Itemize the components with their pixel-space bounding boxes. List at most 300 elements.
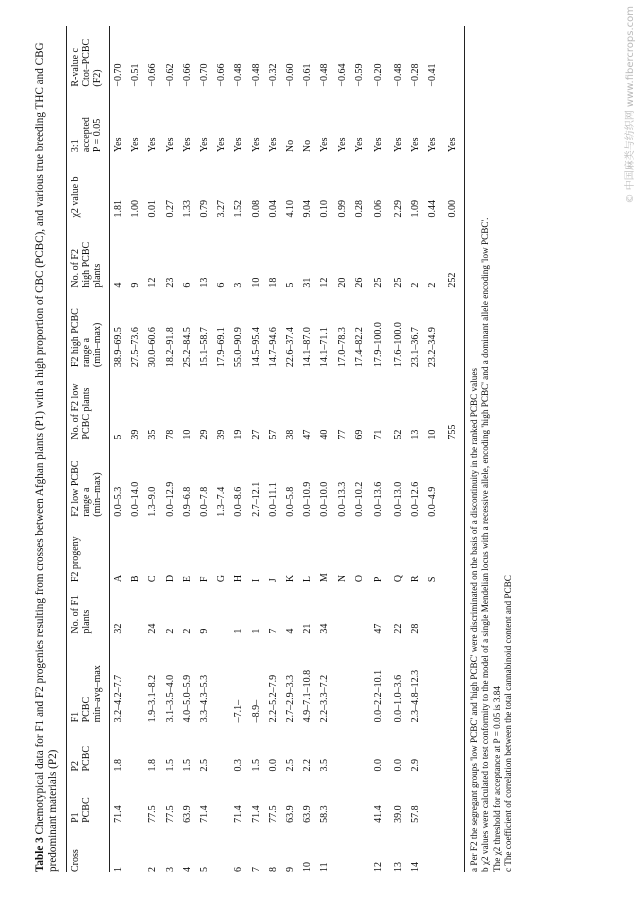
table-cell: −0.59 (353, 63, 365, 87)
table-row (127, 26, 144, 872)
table-cell: –8.9– (250, 699, 262, 723)
table-cell: J (267, 578, 279, 583)
column-header-line: PCBC (81, 745, 92, 772)
table-cell: 6 (181, 282, 193, 288)
table-cell: D (164, 574, 176, 583)
table-cell: 77.5 (164, 805, 176, 823)
table-cell: 0.44 (427, 200, 439, 218)
table-cell (442, 722, 465, 771)
table-cell: 71.4 (233, 805, 245, 823)
table-cell: 0.0–2.2–10.1 (373, 669, 385, 723)
column-header (67, 772, 110, 823)
column-header (67, 722, 110, 771)
column-header-line: (min–max) (92, 472, 103, 517)
table-cell: 0.9–6.8 (181, 486, 193, 517)
table-cell: 0.08 (250, 200, 262, 218)
table-cell: 1.5 (164, 759, 176, 772)
table-cell: −0.20 (373, 63, 385, 87)
chemotype-table (66, 26, 465, 872)
table-cell: I (250, 578, 262, 583)
table-cell: –7.1– (233, 699, 245, 723)
footnote-c: c The coefficient of correlation between the total cannabinoid content and PCBC (503, 575, 514, 872)
table-cell: 23.2–34.9 (427, 327, 439, 368)
table-cell: N (336, 574, 348, 583)
table-cell: 0.0–5.8 (285, 486, 297, 517)
table-cell: 2.9 (410, 759, 422, 772)
table-row (442, 26, 465, 872)
column-header-line: P = 0.05 (92, 118, 103, 153)
table-cell: Yes (427, 137, 439, 153)
table-cell: −0.70 (199, 63, 211, 87)
table-row (316, 26, 333, 872)
table-cell: 2 (147, 867, 159, 872)
table-cell: 4.0–5.0–5.9 (181, 674, 193, 723)
column-header (67, 582, 110, 633)
table-cell: O (353, 574, 365, 583)
table-row (390, 26, 407, 872)
column-header-line: Cross (70, 849, 81, 872)
table-cell: 2 (427, 282, 439, 288)
table-cell (213, 722, 230, 771)
table-cell (442, 582, 465, 633)
table-cell: 0.0–13.0 (393, 481, 405, 517)
table-row (144, 26, 161, 872)
table-cell: 0.0–11.1 (267, 482, 279, 517)
table-cell: 7 (250, 867, 262, 872)
table-cell (424, 722, 441, 771)
table-cell: 12 (373, 862, 385, 872)
column-header-line: No. of F2 (70, 249, 81, 288)
column-header-line: PCBC (81, 696, 92, 723)
table-cell: 63.9 (302, 805, 314, 823)
table-cell: 10 (302, 862, 314, 872)
table-cell: 4.10 (285, 200, 297, 218)
table-cell: 34 (319, 623, 331, 634)
table-row (424, 26, 441, 872)
column-header-line: χ2 value b (70, 176, 81, 218)
table-cell: Yes (446, 137, 458, 153)
table-cell: 1.09 (410, 200, 422, 218)
table-cell: M (319, 573, 331, 583)
table-cell: 2 (410, 282, 422, 288)
table-cell (127, 722, 144, 771)
table-cell: 23 (164, 277, 176, 288)
table-cell: 39.0 (393, 805, 405, 823)
table-container (34, 26, 515, 872)
column-header-line: F1 (70, 711, 81, 723)
table-cell: 5 (199, 867, 211, 872)
table-cell: 18.2–91.8 (164, 327, 176, 368)
table-cell (442, 634, 465, 723)
table-row (282, 26, 299, 872)
table-cell: 2 (164, 628, 176, 634)
footnote-b-threshold: The χ2 threshold for acceptance at P = 0.05 is 3.84 (491, 686, 502, 872)
table-cell: F (199, 576, 211, 583)
table-cell: 11 (319, 862, 331, 872)
table-cell: 7 (267, 628, 279, 634)
table-cell: 0.0–14.0 (130, 481, 142, 517)
table-cell: 52 (393, 429, 405, 440)
table-cell: G (216, 574, 228, 583)
column-header (67, 288, 110, 367)
table-cell: 3.27 (216, 200, 228, 218)
column-header (67, 87, 110, 152)
table-cell: 77.5 (147, 805, 159, 823)
table-cell: Yes (410, 137, 422, 153)
table-cell: 1 (113, 867, 124, 872)
table-cell: 2.2 (302, 759, 314, 772)
table-caption: Chemotypical data for F1 and F2 progenies resulting from crosses between Afghan plants (P1) with a high proportion of CBC (PCBC), and various true breeding THC and CBG predominant materials (P2) (34, 42, 59, 872)
column-header-line: Ctot–PCBC (81, 38, 92, 87)
table-row (299, 26, 316, 872)
table-cell (334, 722, 351, 771)
table-cell: 0.01 (147, 200, 159, 218)
column-header (67, 152, 110, 217)
table-cell: 20 (336, 277, 348, 288)
table-cell: 1.81 (113, 200, 124, 218)
table-cell: 17.9–69.1 (216, 327, 228, 368)
table-cell: −0.41 (427, 63, 439, 87)
table-cell: 71.4 (250, 805, 262, 823)
table-cell: 3.3–4.3–5.3 (199, 674, 211, 723)
table-cell: 71 (373, 429, 385, 440)
table-cell: 2.2–3.3–7.2 (319, 674, 331, 723)
table-cell: 78 (164, 429, 176, 440)
table-cell: 10 (250, 277, 262, 288)
table-cell (334, 634, 351, 723)
table-cell: 71.4 (113, 805, 124, 823)
column-header-line: R-value c (70, 48, 81, 87)
table-cell: 25 (373, 277, 385, 288)
column-header-line: plants (81, 609, 92, 634)
table-cell: Yes (353, 137, 365, 153)
table-cell (213, 772, 230, 823)
table-cell (351, 722, 368, 771)
table-body (110, 26, 465, 872)
column-header-line: P2 (70, 760, 81, 772)
table-row (368, 26, 390, 872)
column-header-line: F2 progeny (70, 536, 81, 583)
table-cell: 19 (233, 429, 245, 440)
table-cell: 17.0–78.3 (336, 327, 348, 368)
column-header-line: No. of F1 (70, 594, 81, 634)
table-cell: 2.5 (285, 759, 297, 772)
table-cell: 31 (302, 277, 314, 288)
table-cell: 2.5 (199, 759, 211, 772)
column-header (67, 440, 110, 517)
table-cell (424, 772, 441, 823)
table-cell: 1.5 (250, 759, 262, 772)
table-cell: −0.48 (319, 63, 331, 87)
table-cell: 77 (336, 429, 348, 440)
table-cell: 29 (199, 429, 211, 440)
column-header-line: PCBC (81, 797, 92, 823)
table-cell: 0.27 (164, 200, 176, 218)
table-cell: 1 (250, 628, 262, 634)
column-header-line: P1 (70, 812, 81, 823)
table-cell (351, 582, 368, 633)
table-cell: 41.4 (373, 805, 385, 823)
table-cell: A (113, 574, 124, 583)
table-cell: 10 (427, 429, 439, 440)
footnote-b: b χ2 values were calculated to test conformity to the model of a single Mendelian locus with a recessive allele, encoding 'high PCBC' and a dominant allele encoding 'low PCBC'. (480, 217, 491, 872)
table-cell: 17.6–100.0 (393, 322, 405, 368)
table-cell: 3.1–3.5–4.0 (164, 674, 176, 723)
table-cell: 5 (113, 434, 124, 440)
header-row (67, 26, 110, 872)
table-cell: Yes (233, 137, 245, 153)
watermark: © 中国麻类与纺织网 www.fibercrops.com (625, 6, 636, 204)
table-row (110, 26, 128, 872)
table-cell: 0.10 (319, 200, 331, 218)
table-row (196, 26, 213, 872)
table-cell: 2 (181, 628, 193, 634)
table-cell: 0.79 (199, 200, 211, 218)
table-cell: 0.0–10.2 (353, 481, 365, 517)
table-cell: 63.9 (181, 805, 193, 823)
table-cell: 0.0 (393, 759, 405, 772)
table-cell: 39 (130, 429, 142, 440)
table-row (265, 26, 282, 872)
table-cell: 77.5 (267, 805, 279, 823)
table-cell: 1.3–9.0 (147, 486, 159, 517)
table-cell: 17.4–82.2 (353, 327, 365, 368)
table-cell: −0.64 (336, 63, 348, 87)
table-cell: 2.2–5.2–7.9 (267, 674, 279, 723)
table-cell: −0.51 (130, 63, 142, 87)
table-cell (424, 582, 441, 633)
table-cell: H (233, 574, 245, 583)
column-header-line: min–avg–max (92, 665, 103, 723)
column-header (67, 517, 110, 582)
table-cell: 14.1–87.0 (302, 327, 314, 368)
table-cell: 1.9–3.1–8.2 (147, 674, 159, 723)
table-cell: 12 (319, 277, 331, 288)
table-cell: 0.04 (267, 200, 279, 218)
column-header-line: range a (81, 337, 92, 368)
table-row (351, 26, 368, 872)
table-cell: 0.0–5.3 (113, 486, 124, 517)
table-cell: −0.70 (113, 63, 124, 87)
column-header-line: F2 high PCBC (70, 308, 81, 368)
table-cell: 0.0–8.6 (233, 486, 245, 517)
table-cell: 0.0–12.6 (410, 481, 422, 517)
table-cell: −0.28 (410, 63, 422, 87)
table-cell: 38.9–69.5 (113, 327, 124, 368)
table-cell: 47 (373, 623, 385, 634)
table-cell: 47 (302, 429, 314, 440)
column-header (67, 634, 110, 723)
table-cell: Yes (393, 137, 405, 153)
column-header-line: range a (81, 487, 92, 517)
table-cell: 13 (393, 862, 405, 872)
table-cell: 10 (181, 429, 193, 440)
table-cell: 23.1–36.7 (410, 327, 422, 368)
footnotes (469, 26, 515, 872)
table-cell (442, 517, 465, 582)
table-cell: 0.0–13.6 (373, 481, 385, 517)
table-cell: 0.28 (353, 200, 365, 218)
table-cell: 24 (147, 623, 159, 634)
table-cell: 6 (233, 867, 245, 872)
table-row (213, 26, 230, 872)
table-cell (351, 823, 368, 872)
table-cell: 9 (199, 628, 211, 634)
table-cell: 25.2–84.5 (181, 327, 193, 368)
table-label: Table 3 (34, 837, 46, 872)
table-cell (334, 582, 351, 633)
table-cell: 3.2–4.2–7.7 (113, 674, 124, 723)
table-cell: No (285, 139, 297, 153)
column-header-line: plants (92, 263, 103, 288)
table-cell: 30.0–60.6 (147, 327, 159, 368)
table-cell: 69 (353, 429, 365, 440)
table-cell: 0.0–12.9 (164, 481, 176, 517)
table-cell (334, 772, 351, 823)
table-cell (442, 823, 465, 872)
table-cell: Yes (216, 137, 228, 153)
table-cell: 0.0 (373, 759, 385, 772)
table-cell: −0.48 (250, 63, 262, 87)
column-header-line: (F2) (92, 69, 103, 87)
table-cell: 25 (393, 277, 405, 288)
table-cell: 6 (216, 282, 228, 288)
table-cell: R (410, 575, 422, 583)
table-cell: 55.0–90.9 (233, 327, 245, 368)
table-cell: 14.5–95.4 (250, 327, 262, 368)
table-cell: 18 (267, 277, 279, 288)
table-cell: 1.8 (147, 759, 159, 772)
table-cell: 0.0–10.0 (319, 481, 331, 517)
table-cell: 0.0 (267, 759, 279, 772)
table-cell: Yes (336, 137, 348, 153)
table-row (162, 26, 179, 872)
table-cell: 0.0–10.9 (302, 481, 314, 517)
table-cell: 14.7–94.6 (267, 327, 279, 368)
table-cell: −0.66 (147, 63, 159, 87)
table-cell: 1.52 (233, 200, 245, 218)
table-cell: 1.00 (130, 200, 142, 218)
table-cell: No (302, 139, 314, 153)
table-cell: 2.7–12.1 (250, 481, 262, 517)
table-cell (424, 823, 441, 872)
table-cell: 5 (285, 282, 297, 288)
table-cell: 9 (285, 867, 297, 872)
table-cell (424, 634, 441, 723)
table-cell (213, 634, 230, 723)
column-header (67, 26, 110, 87)
table-cell: 4 (181, 867, 193, 872)
table-cell: 38 (285, 429, 297, 440)
table-cell: 252 (446, 272, 458, 288)
table-cell: 63.9 (285, 805, 297, 823)
table-cell (127, 823, 144, 872)
table-cell: S (427, 576, 439, 583)
table-row (248, 26, 265, 872)
table-cell: 40 (319, 429, 331, 440)
table-cell: 12 (147, 277, 159, 288)
table-cell (442, 440, 465, 517)
table-cell: 57.8 (410, 805, 422, 823)
table-cell: E (181, 576, 193, 583)
column-header-line: PCBC plants (81, 387, 92, 440)
table-cell: 0.99 (336, 200, 348, 218)
table-cell: 0.3 (233, 759, 245, 772)
table-cell: Q (393, 574, 405, 583)
table-cell: 0.0–7.8 (199, 486, 211, 517)
table-cell: Yes (164, 137, 176, 153)
table-cell: 1.3–7.4 (216, 486, 228, 517)
table-cell: 9 (130, 282, 142, 288)
table-cell: −0.48 (393, 63, 405, 87)
table-cell: 1.33 (181, 200, 193, 218)
table-cell: −0.48 (233, 63, 245, 87)
table-cell: Yes (250, 137, 262, 153)
table-cell: 1.8 (113, 759, 124, 772)
table-cell (351, 634, 368, 723)
column-header-line: 3:1 (70, 139, 81, 153)
table-cell: −0.32 (267, 63, 279, 87)
table-row (179, 26, 196, 872)
column-header (67, 367, 110, 439)
table-cell: 9.04 (302, 200, 314, 218)
column-header (67, 823, 110, 872)
table-cell (127, 582, 144, 633)
table-cell: K (285, 574, 297, 583)
table-cell: 35 (147, 429, 159, 440)
table-cell: 22.6–37.4 (285, 327, 297, 368)
table-cell: 1.5 (181, 759, 193, 772)
table-cell: 26 (353, 277, 365, 288)
column-header-line: No. of F2 low (70, 383, 81, 440)
table-cell: 28 (410, 623, 422, 634)
table-cell: 57 (267, 429, 279, 440)
column-header-line: accepted (81, 117, 92, 153)
table-cell: Yes (319, 137, 331, 153)
table-cell: 0.06 (373, 200, 385, 218)
footnote-a: a Per F2 the segregant groups 'low PCBC' and 'high PCBC' were discriminated on the basis of a discontinuity in the ranked PCBC values (468, 368, 479, 872)
table-cell: 0.00 (446, 200, 458, 218)
table-row (407, 26, 424, 872)
table-cell: 3 (164, 867, 176, 872)
table-cell: 21 (302, 623, 314, 634)
table-cell: 755 (446, 424, 458, 440)
table-cell: 27.5–73.6 (130, 327, 142, 368)
table-cell: Yes (130, 137, 142, 153)
table-cell: 58.3 (319, 805, 331, 823)
table-title (34, 26, 60, 872)
column-header-line: (min–max) (92, 322, 103, 368)
table-cell: 27 (250, 429, 262, 440)
table-cell: Yes (113, 137, 124, 153)
table-cell: C (147, 575, 159, 583)
table-cell: Yes (181, 137, 193, 153)
table-cell: 13 (410, 429, 422, 440)
table-cell: 71.4 (199, 805, 211, 823)
table-cell: 3.5 (319, 759, 331, 772)
table-cell: 39 (216, 429, 228, 440)
table-cell: −0.62 (164, 63, 176, 87)
table-row (334, 26, 351, 872)
table-cell: 3 (233, 282, 245, 288)
table-cell: Yes (267, 137, 279, 153)
table-cell: 1 (233, 628, 245, 634)
table-cell: 22 (393, 623, 405, 634)
table-cell: 4 (285, 628, 297, 634)
column-header-line: high PCBC (81, 241, 92, 288)
table-cell: 13 (199, 277, 211, 288)
table-cell: Yes (199, 137, 211, 153)
